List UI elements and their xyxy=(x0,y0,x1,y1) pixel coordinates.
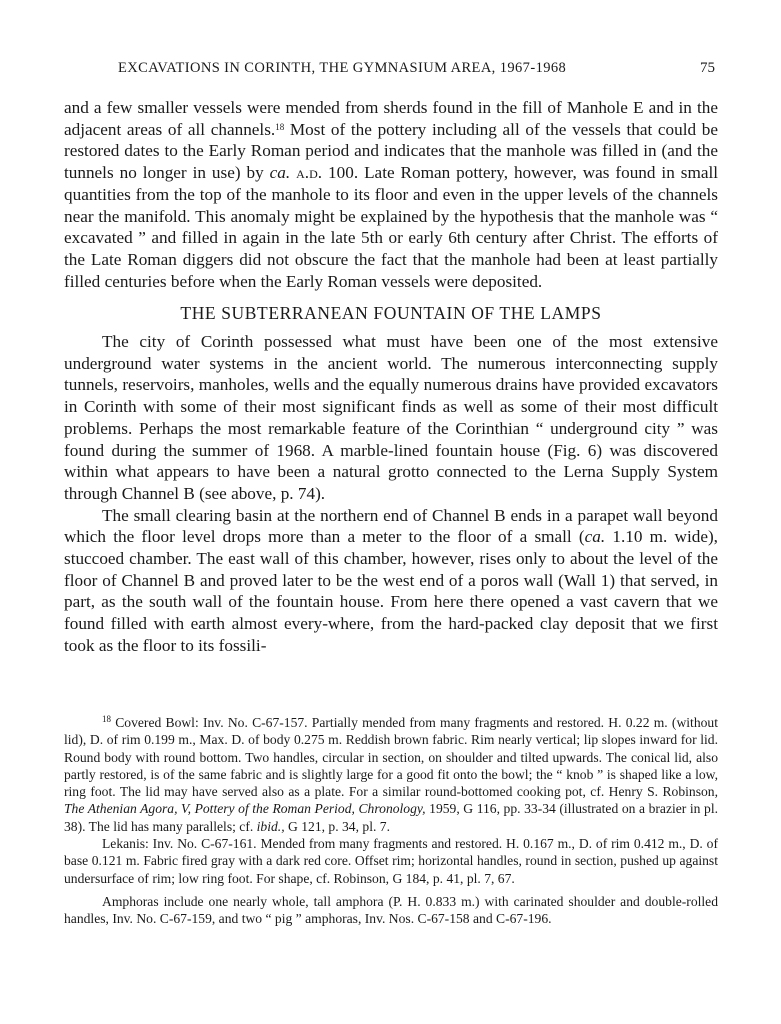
page-number: 75 xyxy=(700,60,715,76)
paragraph-manhole-fill: and a few smaller vessels were mended from sherds found in the fill of Manhole E and in the adjacent areas of all channels.$^{18}$ Most of the pottery including all of the vessels that could be restored dates to the Early Roman period and indicates that the manhole was filled in (and the tunnels no longer in use) by ca. a.d. 100. Late Roman pottery, however, was found in small quantities from the top of the manhole to its floor and even in the upper levels of the channels near the manifold. This anomaly might be explained by the hypothesis that the manhole was “ excavated ” and filled in again in the late 5th or early 6th century after Christ. The efforts of the Late Roman diggers did not obscure the fact that the manhole had been at least partially filled centuries before when the Early Roman vessels were deposited. xyxy=(64,98,718,291)
footnotes xyxy=(64,714,718,928)
footnote-18: $^{18}$ Covered Bowl: Inv. No. C-67-157. Partially mended from many fragments and restored. H. 0.22 m. (without lid), D. of rim 0.199 m., Max. D. of body 0.275 m. Reddish brown fabric. Rim nearly vertical; lip slopes inward for lid. Round body with round bottom. Two handles, circular in section, on shoulder and tilted upwards. The conical lid, also partly restored, is of the same fabric and is slightly large for a good fit onto the bowl; the “ knob ” is shaped like a low, ring foot. The lid may have served also as a plate. For a similar round-bottomed cooking pot, cf. Henry S. Robinson, The Athenian Agora, V, Pottery of the Roman Period, Chronology, 1959, G 116, pp. 33-34 (illustrated on a brazier in pl. 38). The lid has many parallels; cf. ibid., G 121, p. 34, pl. 7. xyxy=(64,714,718,834)
footnote-amphoras: Amphoras include one nearly whole, tall amphora (P. H. 0.833 m.) with carinated shoulder and double-rolled handles, Inv. No. C-67-159, and two “ pig ” amphoras, Inv. Nos. C-67-158 and C-67-196. xyxy=(64,893,718,927)
footnote-lekanis: Lekanis: Inv. No. C-67-161. Mended from many fragments and restored. H. 0.167 m., D. of rim 0.412 m., D. of base 0.121 m. Fabric fired gray with a dark red core. Offset rim; horizontal handles, round in section, pushed up against undersurface of rim; low ring foot. For shape, cf. Robinson, G 184, p. 41, pl. 7, 67. xyxy=(64,836,718,886)
footnote-reference: 18 xyxy=(275,121,285,132)
running-head: EXCAVATIONS IN CORINTH, THE GYMNASIUM AREA, 1967-1968 xyxy=(118,60,567,76)
paragraph-underground-system: The city of Corinth possessed what must have been one of the most extensive underground water systems in the ancient world. The numerous interconnecting supply tunnels, reservoirs, manholes, wells and the equally numerous drains have provided excavators in Corinth with some of their most significant finds as well as some of their most difficult problems. Perhaps the most remarkable feature of the Corinthian “ underground city ” was found during the summer of 1968. A marble-lined fountain house (Fig. 6) was discovered within what appears to have been a natural grotto connected to the Lerna Supply System through Channel B (see above, p. 74). xyxy=(64,332,718,503)
footnote-marker: 18 xyxy=(102,714,111,724)
main-text xyxy=(64,97,718,657)
paragraph-clearing-basin: The small clearing basin at the northern end of Channel B ends in a parapet wall beyond which the floor level drops more than a meter to the floor of a small (ca. 1.10 m. wide), stuccoed chamber. The east wall of this chamber, however, rises only to about the level of the floor of Channel B and proved later to be the west end of a poros wall (Wall 1) that served, in part, as the south wall of the fountain house. From here there opened a vast cavern that we found filled with earth almost every-where, from the hard-packed clay deposit that we first took as the floor to its fossili- xyxy=(64,505,718,655)
section-heading: THE SUBTERRANEAN FOUNTAIN OF THE LAMPS xyxy=(180,303,602,324)
